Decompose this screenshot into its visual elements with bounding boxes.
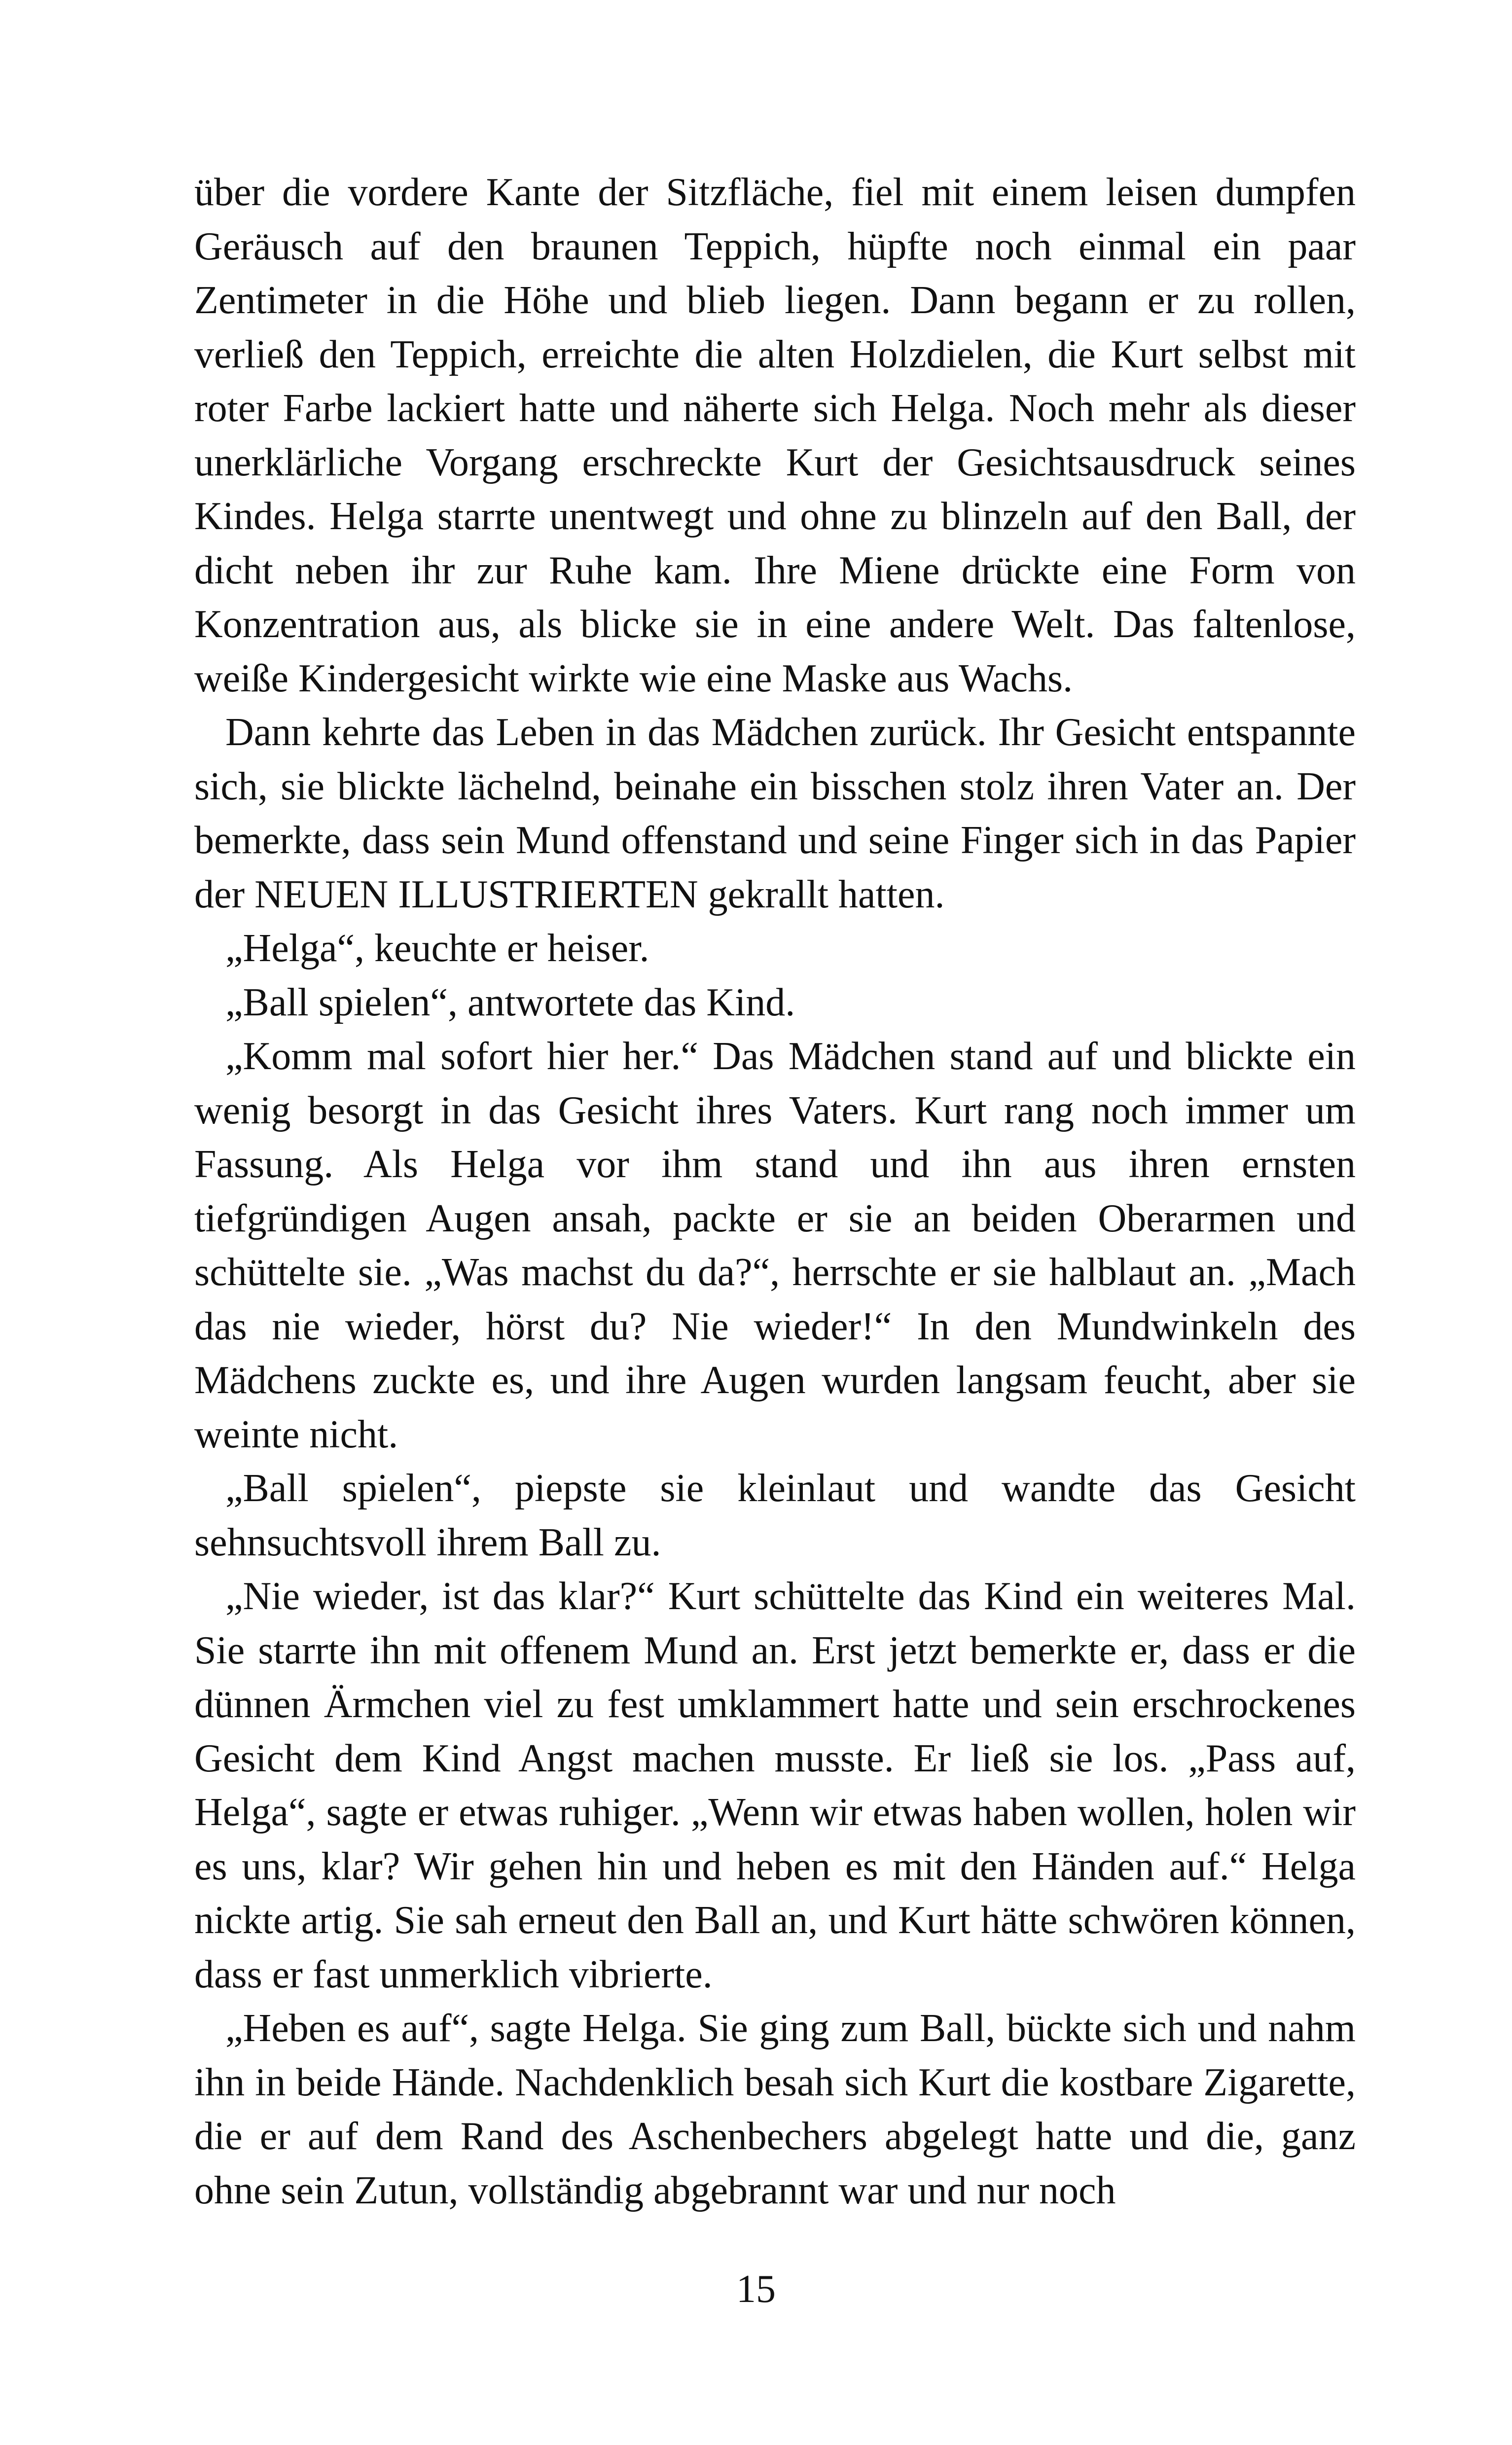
- body-text: [194, 166, 1356, 2218]
- paragraph-continued: über die vordere Kante der Sitzfläche, fiel mit einem leisen dumpfen Geräusch auf den braunen Teppich, hüpfte noch einmal ein paar Zentimeter in die Höhe und blieb liegen. Dann begann er zu rollen, verließ den Teppich, erreichte die alten Holzdielen, die Kurt selbst mit roter Farbe lackiert hatte und näherte sich Helga. Noch mehr als dieser unerklärliche Vorgang erschreckte Kurt der Gesichtsausdruck seines Kindes. Helga starrte unentwegt und ohne zu blinzeln auf den Ball, der dicht neben ihr zur Ruhe kam. Ihre Miene drückte eine Form von Konzentration aus, als blicke sie in eine andere Welt. Das faltenlose, weiße Kindergesicht wirkte wie eine Maske aus Wachs.: [194, 171, 1356, 700]
- paragraph: „Helga“, keuchte er heiser.: [225, 927, 649, 970]
- paragraph: „Heben es auf“, sagte Helga. Sie ging zum Ball, bückte sich und nahm ihn in beide Hände. Nachdenklich besah sich Kurt die kostbare Zigarette, die er auf dem Rand des Aschenbechers abgelegt hatte und die, ganz ohne sein Zutun, vollständig abgebrannt war und nur noch: [194, 2007, 1356, 2212]
- paragraph: Dann kehrte das Leben in das Mädchen zurück. Ihr Gesicht entspannte sich, sie blickte lächelnd, beinahe ein bisschen stolz ihren Vater an. Der bemerkte, dass sein Mund offenstand und seine Finger sich in das Papier der NEUEN ILLUSTRIERTEN gekrallt hatten.: [194, 711, 1356, 916]
- paragraph: „Ball spielen“, piepste sie kleinlaut und wandte das Gesicht sehnsuchtsvoll ihrem Ball zu.: [194, 1467, 1356, 1564]
- paragraph: „Ball spielen“, antwortete das Kind.: [225, 980, 795, 1024]
- paragraph: „Nie wieder, ist das klar?“ Kurt schüttelte das Kind ein weiteres Mal. Sie starrte ihn mit offenem Mund an. Erst jetzt bemerkte er, dass er die dünnen Ärmchen viel zu fest umklammert hatte und sein erschrockenes Gesicht dem Kind Angst machen musste. Er ließ sie los. „Pass auf, Helga“, sagte er etwas ruhiger. „Wenn wir etwas haben wollen, holen wir es uns, klar? Wir gehen hin und heben es mit den Händen auf.“ Helga nickte artig. Sie sah erneut den Ball an, und Kurt hätte schwören können, dass er fast unmerklich vibrierte.: [194, 1575, 1356, 1996]
- paragraph: „Komm mal sofort hier her.“ Das Mädchen stand auf und blickte ein wenig besorgt in das Gesicht ihres Vaters. Kurt rang noch immer um Fassung. Als Helga vor ihm stand und ihn aus ihren ernsten tiefgründigen Augen ansah, packte er sie an beiden Oberarmen und schüttelte sie. „Was machst du da?“, herrschte er sie halblaut an. „Mach das nie wieder, hörst du? Nie wieder!“ In den Mundwinkeln des Mädchens zuckte es, und ihre Augen wurden langsam feucht, aber sie weinte nicht.: [194, 1035, 1356, 1456]
- page-number: 15: [736, 2267, 776, 2311]
